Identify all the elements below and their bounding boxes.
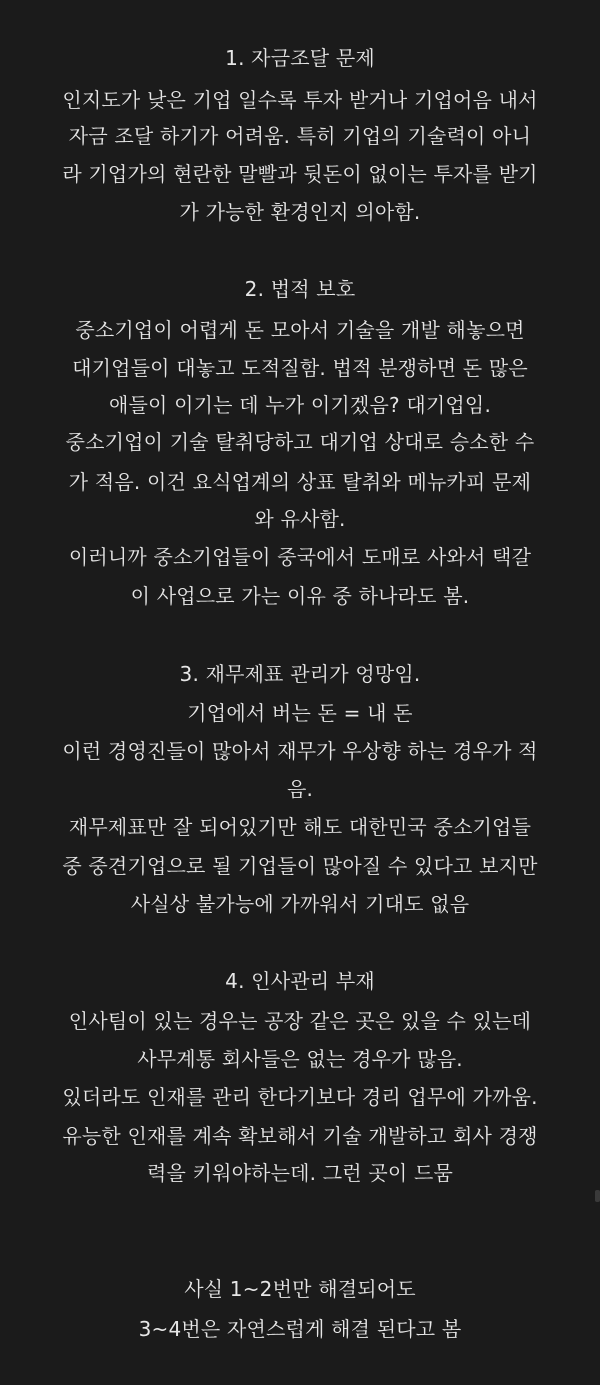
- section-4-line: 사무계통 회사들은 없는 경우가 많음.: [137, 1047, 463, 1071]
- section-2-line: 와 유사함.: [254, 507, 346, 531]
- section-1-line: 자금 조달 하기가 어려움. 특히 기업의 기술력이 아니: [68, 124, 532, 148]
- section-3-line: 이런 경영진들이 많아서 재무가 우상향 하는 경우가 적: [62, 739, 538, 763]
- conclusion-line: 3~4번은 자연스럽게 해결 된다고 봄: [138, 1317, 462, 1341]
- section-3-line: 사실상 불가능에 가까워서 기대도 없음: [130, 892, 470, 916]
- section-2-line: 중소기업이 기술 탈취당하고 대기업 상대로 승소한 수: [65, 430, 535, 454]
- section-2-line: 대기업들이 대놓고 도적질함. 법적 분쟁하면 돈 많은: [72, 356, 528, 380]
- section-4-line: 인사팀이 있는 경우는 공장 같은 곳은 있을 수 있는데: [68, 1009, 532, 1033]
- section-4-line: 력을 키워야하는데. 그런 곳이 드뭄: [146, 1161, 454, 1185]
- section-1-line: 가 가능한 환경인지 의아함.: [179, 200, 421, 224]
- conclusion-line: 사실 1~2번만 해결되어도: [184, 1277, 416, 1301]
- section-1-heading: 1. 자금조달 문제: [225, 46, 375, 70]
- section-3-line: 재무제표만 잘 되어있기만 해도 대한민국 중소기업들: [68, 815, 532, 839]
- section-3-line: 음.: [286, 777, 314, 801]
- section-4-line: 있더라도 인재를 관리 한다기보다 경리 업무에 가까움.: [62, 1085, 538, 1109]
- section-2-line: 애들이 이기는 데 누가 이기겠음? 대기업임.: [109, 393, 491, 417]
- section-3-line: 기업에서 버는 돈 = 내 돈: [187, 701, 413, 725]
- section-4-heading: 4. 인사관리 부재: [225, 969, 375, 993]
- scroll-indicator: [595, 1190, 600, 1202]
- section-1-line: 라 기업가의 현란한 말빨과 뒷돈이 없이는 투자를 받기: [62, 162, 538, 186]
- section-3-line: 중 중견기업으로 될 기업들이 많아질 수 있다고 보지만: [62, 854, 538, 878]
- section-2-line: 이러니까 중소기업들이 중국에서 도매로 사와서 택갈: [68, 545, 532, 569]
- section-2-line: 가 적음. 이건 요식업계의 상표 탈취와 메뉴카피 문제: [68, 470, 532, 494]
- section-3-heading: 3. 재무제표 관리가 엉망임.: [179, 662, 421, 686]
- section-2-line: 이 사업으로 가는 이유 중 하나라도 봄.: [130, 584, 470, 608]
- section-1-line: 인지도가 낮은 기업 일수록 투자 받거나 기업어음 내서: [62, 88, 538, 112]
- section-4-line: 유능한 인재를 계속 확보해서 기술 개발하고 회사 경쟁: [62, 1124, 538, 1148]
- section-2-line: 중소기업이 어렵게 돈 모아서 기술을 개발 해놓으면: [75, 318, 525, 342]
- section-2-heading: 2. 법적 보호: [244, 277, 356, 301]
